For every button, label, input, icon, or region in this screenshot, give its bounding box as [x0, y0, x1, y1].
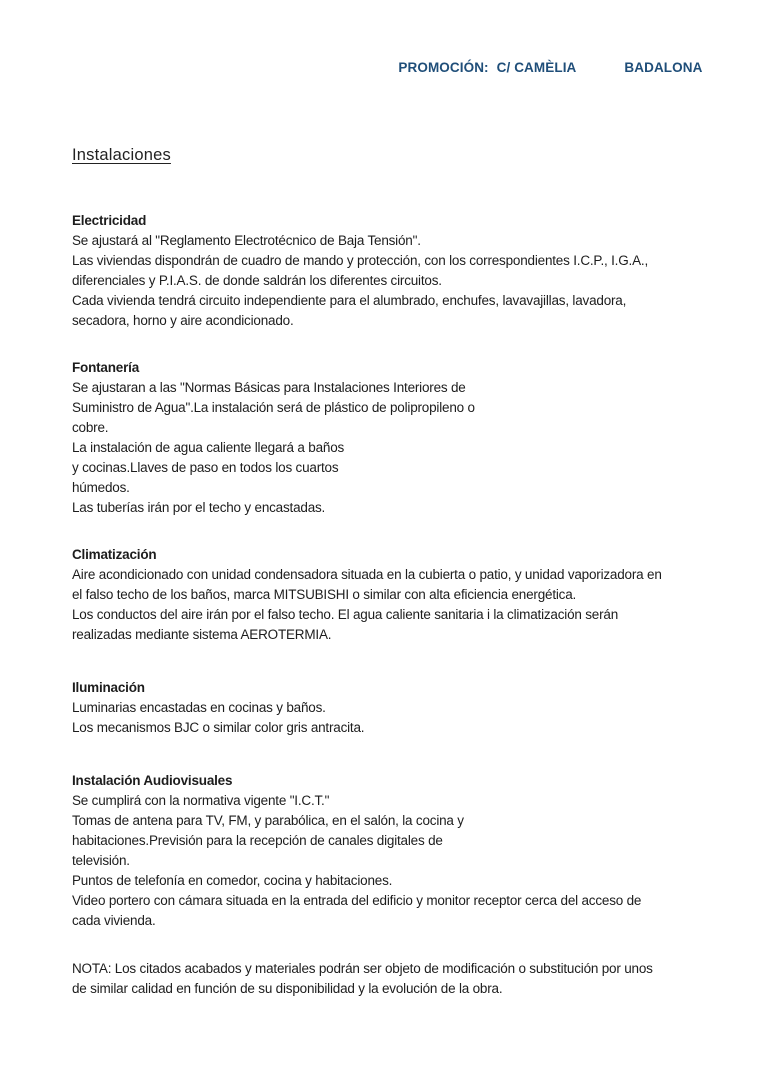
text-line: Se ajustaran a las "Normas Básicas para Instalaciones Interiores de	[72, 380, 466, 395]
text-line: televisión.	[72, 853, 130, 868]
text-line: Los conductos del aire irán por el falso techo. El agua caliente sanitaria i la climatización serán	[72, 607, 619, 622]
promotion-street: C/ CAMÈLIA	[496, 60, 577, 75]
section-body	[72, 378, 743, 518]
section-body	[72, 698, 743, 738]
section-body	[72, 231, 743, 331]
promotion-city: BADALONA	[624, 60, 703, 75]
text-line: y cocinas.Llaves de paso en todos los cuartos	[72, 460, 339, 475]
section-climatizacion	[72, 545, 743, 645]
section-iluminacion	[72, 678, 743, 738]
text-line: cada vivienda.	[72, 913, 156, 928]
note-body	[72, 959, 743, 999]
text-line: Cada vivienda tendrá circuito independiente para el alumbrado, enchufes, lavavajillas, lavadora,	[72, 293, 627, 308]
section-body	[72, 791, 743, 931]
text-line: habitaciones.Previsión para la recepción de canales digitales de	[72, 833, 443, 848]
section-heading: Climatización	[72, 547, 157, 562]
text-line: Video portero con cámara situada en la entrada del edificio y monitor receptor cerca del acceso de	[72, 893, 642, 908]
text-line: Las tuberías irán por el techo y encastadas.	[72, 500, 326, 515]
text-line: Luminarias encastadas en cocinas y baños.	[72, 700, 326, 715]
promotion-header	[383, 45, 702, 90]
text-line: NOTA: Los citados acabados y materiales podrán ser objeto de modificación o substitución por unos	[72, 961, 653, 976]
section-heading: Iluminación	[72, 680, 145, 695]
section-fontaneria	[72, 358, 743, 518]
text-line: Suministro de Agua".La instalación será de plástico de polipropileno o	[72, 400, 475, 415]
section-heading: Fontanería	[72, 360, 140, 375]
text-line: Puntos de telefonía en comedor, cocina y habitaciones.	[72, 873, 393, 888]
text-line: cobre.	[72, 420, 109, 435]
section-heading: Electricidad	[72, 213, 147, 228]
section-audiovisuales	[72, 771, 743, 931]
text-line: Aire acondicionado con unidad condensadora situada en la cubierta o patio, y unidad vaporizadora en	[72, 567, 662, 582]
promotion-label: PROMOCIÓN:	[398, 60, 489, 75]
text-line: Las viviendas dispondrán de cuadro de mando y protección, con los correspondientes I.C.P., I.G.A.,	[72, 253, 648, 268]
text-line: de similar calidad en función de su disponibilidad y la evolución de la obra.	[72, 981, 503, 996]
text-line: Se ajustará al "Reglamento Electrotécnico de Baja Tensión".	[72, 233, 421, 248]
page-title: Instalaciones	[72, 146, 171, 164]
text-line: La instalación de agua caliente llegará a baños	[72, 440, 345, 455]
text-line: el falso techo de los baños, marca MITSUBISHI o similar con alta eficiencia energética.	[72, 587, 577, 602]
text-line: Tomas de antena para TV, FM, y parabólica, en el salón, la cocina y	[72, 813, 464, 828]
section-heading: Instalación Audiovisuales	[72, 773, 233, 788]
text-line: secadora, horno y aire acondicionado.	[72, 313, 294, 328]
text-line: Se cumplirá con la normativa vigente "I.C.T."	[72, 793, 330, 808]
section-electricidad	[72, 211, 743, 331]
text-line: Los mecanismos BJC o similar color gris antracita.	[72, 720, 365, 735]
text-line: húmedos.	[72, 480, 130, 495]
text-line: realizadas mediante sistema AEROTERMIA.	[72, 627, 332, 642]
section-body	[72, 565, 743, 645]
text-line: diferenciales y P.I.A.S. de donde saldrán los diferentes circuitos.	[72, 273, 442, 288]
section-nota	[72, 959, 743, 999]
